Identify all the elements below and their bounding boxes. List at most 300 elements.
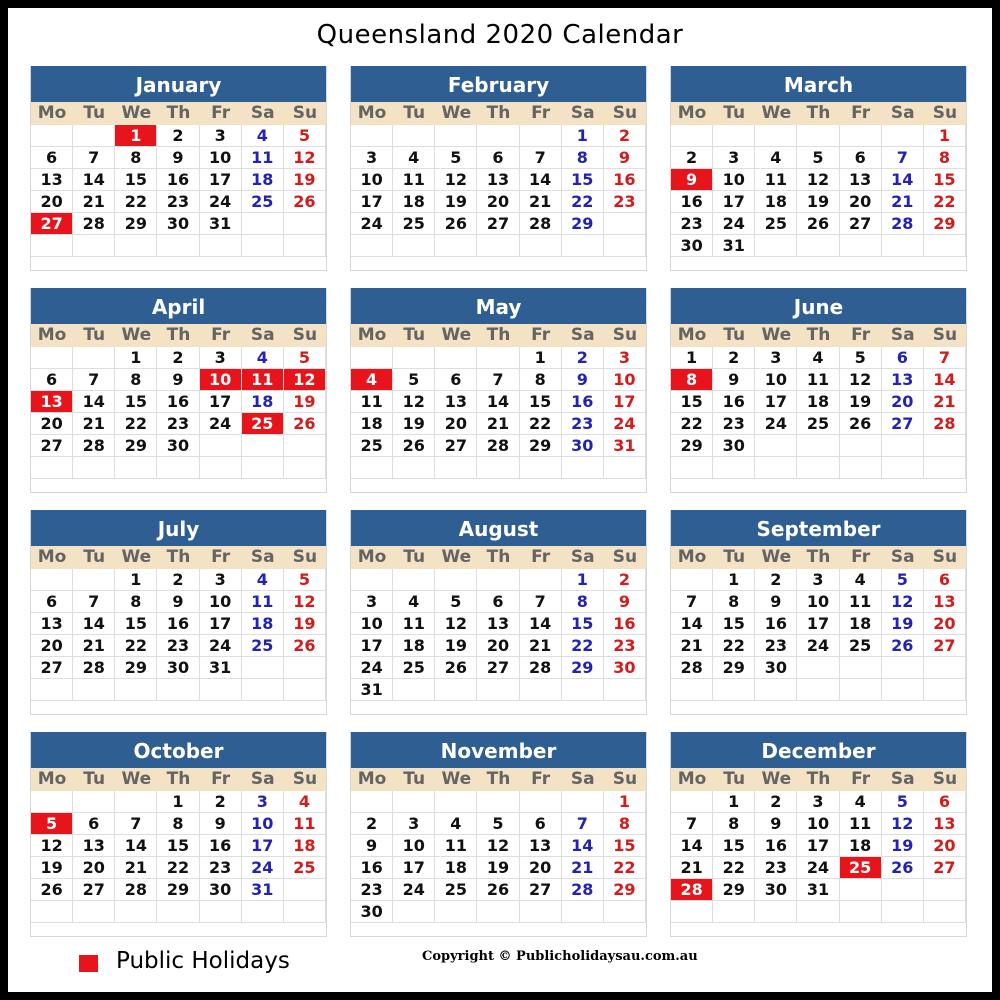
empty-day-cell	[520, 125, 562, 147]
day-cell: 6	[520, 813, 562, 835]
empty-day-cell	[393, 235, 435, 257]
day-cell: 21	[562, 857, 604, 879]
day-cell: 20	[31, 191, 73, 213]
day-cell: 30	[671, 235, 713, 257]
day-cell: 12	[882, 813, 924, 835]
day-cell: 19	[284, 169, 326, 191]
empty-day-cell	[73, 457, 115, 479]
day-cell: 14	[520, 613, 562, 635]
empty-day-cell	[924, 235, 966, 257]
empty-day-cell	[477, 569, 519, 591]
day-cell: 22	[520, 413, 562, 435]
empty-day-cell	[882, 679, 924, 701]
day-cell: 2	[755, 791, 797, 813]
day-cell: 30	[157, 213, 199, 235]
day-cell: 25	[840, 857, 882, 879]
day-cell: 6	[924, 569, 966, 591]
day-cell: 15	[671, 391, 713, 413]
empty-day-cell	[351, 457, 393, 479]
day-cell: 13	[31, 391, 73, 413]
day-cell: 19	[882, 835, 924, 857]
day-grid	[671, 768, 966, 923]
day-cell: 6	[477, 591, 519, 613]
empty-day-cell	[562, 901, 604, 923]
day-cell: 28	[520, 213, 562, 235]
day-cell: 24	[351, 657, 393, 679]
day-cell: 28	[882, 213, 924, 235]
empty-day-cell	[713, 901, 755, 923]
day-cell: 15	[562, 613, 604, 635]
empty-day-cell	[477, 347, 519, 369]
empty-day-cell	[200, 901, 242, 923]
day-cell: 26	[393, 435, 435, 457]
empty-day-cell	[477, 679, 519, 701]
weekday-header: Sa	[562, 768, 604, 791]
day-cell: 12	[284, 369, 326, 391]
day-cell: 13	[31, 613, 73, 635]
day-cell: 3	[351, 147, 393, 169]
day-cell: 15	[157, 835, 199, 857]
day-cell: 8	[115, 369, 157, 391]
weekday-header: Mo	[31, 324, 73, 347]
weekday-header: Th	[797, 324, 839, 347]
day-cell: 31	[351, 679, 393, 701]
empty-day-cell	[351, 235, 393, 257]
day-cell: 14	[671, 613, 713, 635]
weekday-header: Fr	[200, 768, 242, 791]
day-cell: 25	[797, 413, 839, 435]
empty-day-cell	[31, 457, 73, 479]
day-cell: 15	[924, 169, 966, 191]
weekday-header: Tu	[393, 546, 435, 569]
day-cell: 10	[200, 147, 242, 169]
day-cell: 2	[713, 347, 755, 369]
day-cell: 5	[284, 347, 326, 369]
day-cell: 21	[671, 857, 713, 879]
day-cell: 3	[797, 791, 839, 813]
day-cell: 29	[520, 435, 562, 457]
empty-day-cell	[797, 657, 839, 679]
month-february	[350, 66, 647, 271]
day-cell: 15	[604, 835, 646, 857]
day-cell: 18	[435, 857, 477, 879]
empty-day-cell	[31, 347, 73, 369]
weekday-header: Th	[157, 324, 199, 347]
day-cell: 22	[604, 857, 646, 879]
weekday-header: Th	[477, 768, 519, 791]
day-cell: 9	[713, 369, 755, 391]
day-cell: 16	[351, 857, 393, 879]
day-cell: 4	[393, 591, 435, 613]
day-cell: 24	[242, 857, 284, 879]
month-name: August	[351, 510, 646, 546]
day-cell: 2	[671, 147, 713, 169]
day-cell: 10	[351, 169, 393, 191]
day-cell: 29	[604, 879, 646, 901]
day-cell: 13	[840, 169, 882, 191]
day-cell: 27	[924, 857, 966, 879]
empty-day-cell	[351, 125, 393, 147]
day-cell: 31	[797, 879, 839, 901]
month-name: September	[671, 510, 966, 546]
empty-day-cell	[242, 901, 284, 923]
day-cell: 7	[562, 813, 604, 835]
day-cell: 15	[562, 169, 604, 191]
empty-day-cell	[393, 791, 435, 813]
day-cell: 6	[924, 791, 966, 813]
weekday-header: Su	[604, 102, 646, 125]
weekday-header: Tu	[713, 102, 755, 125]
weekday-header: Su	[284, 768, 326, 791]
empty-day-cell	[351, 347, 393, 369]
weekday-header: Sa	[242, 102, 284, 125]
day-cell: 14	[115, 835, 157, 857]
day-cell: 14	[882, 169, 924, 191]
day-cell: 8	[562, 147, 604, 169]
empty-day-cell	[840, 879, 882, 901]
day-cell: 3	[242, 791, 284, 813]
day-cell: 27	[882, 413, 924, 435]
empty-day-cell	[924, 435, 966, 457]
weekday-header: Th	[797, 102, 839, 125]
month-name: July	[31, 510, 326, 546]
day-cell: 24	[755, 413, 797, 435]
empty-day-cell	[797, 435, 839, 457]
day-cell: 2	[200, 791, 242, 813]
weekday-header: Fr	[520, 546, 562, 569]
day-cell: 18	[351, 413, 393, 435]
day-cell: 29	[115, 213, 157, 235]
empty-day-cell	[882, 125, 924, 147]
day-cell: 12	[393, 391, 435, 413]
empty-day-cell	[755, 901, 797, 923]
calendar-page	[8, 8, 992, 992]
empty-day-cell	[393, 901, 435, 923]
empty-day-cell	[604, 457, 646, 479]
weekday-header: Mo	[351, 102, 393, 125]
weekday-header: Mo	[31, 768, 73, 791]
day-cell: 20	[520, 857, 562, 879]
day-cell: 18	[840, 613, 882, 635]
day-cell: 24	[713, 213, 755, 235]
month-november	[350, 732, 647, 937]
day-cell: 25	[755, 213, 797, 235]
day-cell: 16	[562, 391, 604, 413]
day-cell: 8	[562, 591, 604, 613]
day-cell: 12	[840, 369, 882, 391]
day-cell: 12	[477, 835, 519, 857]
weekday-header: We	[435, 102, 477, 125]
day-cell: 16	[157, 613, 199, 635]
day-cell: 14	[477, 391, 519, 413]
day-cell: 28	[671, 879, 713, 901]
weekday-header: We	[755, 768, 797, 791]
weekday-header: Fr	[200, 546, 242, 569]
weekday-header: Th	[797, 768, 839, 791]
empty-day-cell	[671, 679, 713, 701]
day-cell: 23	[562, 413, 604, 435]
day-cell: 28	[671, 657, 713, 679]
day-cell: 29	[713, 879, 755, 901]
empty-day-cell	[351, 791, 393, 813]
day-cell: 5	[882, 791, 924, 813]
day-cell: 28	[520, 657, 562, 679]
day-cell: 5	[797, 147, 839, 169]
day-cell: 12	[797, 169, 839, 191]
day-cell: 14	[671, 835, 713, 857]
day-cell: 8	[157, 813, 199, 835]
day-cell: 11	[242, 147, 284, 169]
empty-day-cell	[115, 791, 157, 813]
weekday-header: Sa	[882, 102, 924, 125]
day-cell: 24	[604, 413, 646, 435]
weekday-header: We	[435, 768, 477, 791]
empty-day-cell	[115, 901, 157, 923]
day-cell: 5	[882, 569, 924, 591]
day-cell: 6	[31, 369, 73, 391]
day-cell: 12	[435, 613, 477, 635]
empty-day-cell	[797, 235, 839, 257]
empty-day-cell	[477, 235, 519, 257]
day-cell: 14	[520, 169, 562, 191]
day-cell: 9	[671, 169, 713, 191]
empty-day-cell	[840, 657, 882, 679]
empty-day-cell	[73, 901, 115, 923]
month-name: March	[671, 66, 966, 102]
empty-day-cell	[351, 569, 393, 591]
day-cell: 10	[604, 369, 646, 391]
day-cell: 4	[435, 813, 477, 835]
day-cell: 9	[157, 147, 199, 169]
empty-day-cell	[924, 901, 966, 923]
empty-day-cell	[157, 457, 199, 479]
day-cell: 19	[840, 391, 882, 413]
day-cell: 9	[562, 369, 604, 391]
day-cell: 20	[882, 391, 924, 413]
empty-day-cell	[755, 235, 797, 257]
day-cell: 11	[242, 591, 284, 613]
day-cell: 5	[477, 813, 519, 835]
day-cell: 1	[924, 125, 966, 147]
month-january	[30, 66, 327, 271]
day-cell: 22	[115, 635, 157, 657]
empty-day-cell	[713, 679, 755, 701]
day-cell: 18	[284, 835, 326, 857]
weekday-header: Su	[284, 102, 326, 125]
weekday-header: Mo	[351, 324, 393, 347]
day-cell: 26	[284, 413, 326, 435]
empty-day-cell	[713, 125, 755, 147]
empty-day-cell	[924, 879, 966, 901]
day-grid	[31, 324, 326, 479]
empty-day-cell	[115, 679, 157, 701]
weekday-header: Th	[477, 102, 519, 125]
day-cell: 29	[115, 657, 157, 679]
day-cell: 25	[840, 635, 882, 657]
month-march	[670, 66, 967, 271]
day-cell: 23	[604, 191, 646, 213]
day-cell: 28	[73, 213, 115, 235]
day-cell: 11	[797, 369, 839, 391]
empty-day-cell	[393, 457, 435, 479]
weekday-header: Sa	[242, 768, 284, 791]
month-october	[30, 732, 327, 937]
weekday-header: Th	[477, 546, 519, 569]
day-cell: 9	[755, 591, 797, 613]
day-cell: 15	[520, 391, 562, 413]
day-cell: 8	[924, 147, 966, 169]
day-cell: 12	[435, 169, 477, 191]
day-cell: 13	[73, 835, 115, 857]
weekday-header: Th	[157, 546, 199, 569]
day-cell: 24	[351, 213, 393, 235]
day-cell: 2	[604, 569, 646, 591]
day-cell: 18	[840, 835, 882, 857]
day-cell: 22	[671, 413, 713, 435]
day-cell: 16	[755, 613, 797, 635]
day-cell: 20	[435, 413, 477, 435]
empty-day-cell	[797, 457, 839, 479]
day-cell: 13	[882, 369, 924, 391]
day-cell: 10	[242, 813, 284, 835]
day-cell: 9	[200, 813, 242, 835]
day-cell: 13	[31, 169, 73, 191]
day-cell: 29	[671, 435, 713, 457]
day-cell: 25	[393, 657, 435, 679]
empty-day-cell	[73, 235, 115, 257]
empty-day-cell	[435, 679, 477, 701]
weekday-header: Sa	[882, 768, 924, 791]
empty-day-cell	[284, 657, 326, 679]
day-cell: 21	[73, 413, 115, 435]
day-cell: 17	[604, 391, 646, 413]
day-cell: 27	[477, 657, 519, 679]
month-april	[30, 288, 327, 493]
weekday-header: Th	[477, 324, 519, 347]
day-cell: 31	[242, 879, 284, 901]
day-cell: 8	[713, 813, 755, 835]
day-cell: 18	[755, 191, 797, 213]
weekday-header: Su	[604, 546, 646, 569]
day-cell: 16	[755, 835, 797, 857]
weekday-header: Tu	[713, 768, 755, 791]
weekday-header: We	[755, 324, 797, 347]
day-cell: 27	[31, 657, 73, 679]
day-grid	[671, 546, 966, 701]
day-cell: 20	[924, 835, 966, 857]
empty-day-cell	[115, 457, 157, 479]
day-grid	[31, 768, 326, 923]
weekday-header: Tu	[393, 768, 435, 791]
day-cell: 19	[435, 635, 477, 657]
day-cell: 20	[31, 635, 73, 657]
day-cell: 7	[477, 369, 519, 391]
empty-day-cell	[393, 125, 435, 147]
empty-day-cell	[520, 569, 562, 591]
weekday-header: Tu	[393, 102, 435, 125]
day-cell: 3	[755, 347, 797, 369]
day-cell: 4	[284, 791, 326, 813]
day-cell: 14	[73, 169, 115, 191]
day-cell: 8	[520, 369, 562, 391]
empty-day-cell	[31, 235, 73, 257]
empty-day-cell	[840, 435, 882, 457]
empty-day-cell	[393, 569, 435, 591]
empty-day-cell	[604, 679, 646, 701]
day-cell: 6	[73, 813, 115, 835]
copyright-text: Copyright © Publicholidaysau.com.au	[422, 949, 698, 964]
day-cell: 26	[477, 879, 519, 901]
day-cell: 21	[520, 191, 562, 213]
day-cell: 18	[242, 169, 284, 191]
day-cell: 7	[73, 147, 115, 169]
day-grid	[351, 102, 646, 257]
day-cell: 30	[351, 901, 393, 923]
empty-day-cell	[562, 457, 604, 479]
day-cell: 19	[882, 613, 924, 635]
weekday-header: We	[755, 546, 797, 569]
weekday-header: Su	[604, 768, 646, 791]
day-cell: 24	[797, 635, 839, 657]
empty-day-cell	[671, 569, 713, 591]
day-cell: 7	[924, 347, 966, 369]
day-cell: 5	[435, 147, 477, 169]
empty-day-cell	[562, 235, 604, 257]
day-cell: 28	[73, 657, 115, 679]
day-cell: 23	[755, 635, 797, 657]
empty-day-cell	[604, 901, 646, 923]
day-cell: 11	[351, 391, 393, 413]
empty-day-cell	[840, 901, 882, 923]
weekday-header: Sa	[562, 546, 604, 569]
day-cell: 7	[73, 591, 115, 613]
day-cell: 17	[393, 857, 435, 879]
empty-day-cell	[477, 791, 519, 813]
day-cell: 10	[755, 369, 797, 391]
day-cell: 15	[115, 613, 157, 635]
day-cell: 16	[200, 835, 242, 857]
day-cell: 2	[604, 125, 646, 147]
day-cell: 17	[200, 169, 242, 191]
empty-day-cell	[157, 901, 199, 923]
day-cell: 15	[713, 613, 755, 635]
weekday-header: Mo	[671, 546, 713, 569]
empty-day-cell	[797, 125, 839, 147]
day-cell: 18	[393, 191, 435, 213]
empty-day-cell	[671, 791, 713, 813]
day-cell: 1	[562, 125, 604, 147]
day-cell: 13	[477, 169, 519, 191]
day-cell: 11	[242, 369, 284, 391]
weekday-header: Fr	[840, 768, 882, 791]
empty-day-cell	[31, 791, 73, 813]
day-cell: 27	[924, 635, 966, 657]
day-cell: 14	[562, 835, 604, 857]
day-cell: 4	[242, 125, 284, 147]
day-cell: 21	[671, 635, 713, 657]
empty-day-cell	[284, 901, 326, 923]
day-cell: 26	[882, 857, 924, 879]
empty-day-cell	[284, 235, 326, 257]
day-cell: 18	[797, 391, 839, 413]
empty-day-cell	[755, 457, 797, 479]
weekday-header: We	[435, 324, 477, 347]
empty-day-cell	[520, 457, 562, 479]
day-grid	[351, 546, 646, 701]
month-july	[30, 510, 327, 715]
month-name: December	[671, 732, 966, 768]
day-cell: 31	[604, 435, 646, 457]
